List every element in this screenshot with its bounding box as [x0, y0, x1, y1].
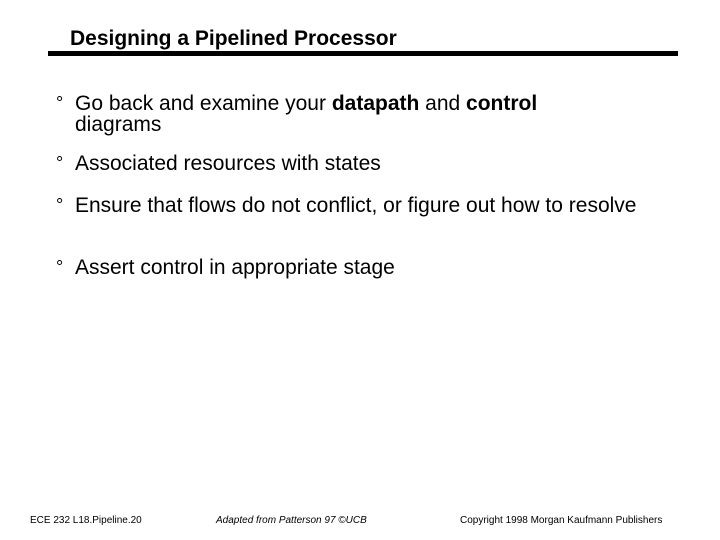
- bullet-text: [56, 93, 676, 135]
- bullet-item: [56, 195, 676, 216]
- bullet-marker: °: [56, 257, 64, 277]
- slide-title: Designing a Pipelined Processor: [70, 27, 397, 50]
- footer-copyright: Copyright 1998 Morgan Kaufmann Publishers: [460, 515, 663, 526]
- bullet-item: [56, 153, 676, 174]
- bullet-text-bold: control: [466, 92, 538, 115]
- footer-course-label: ECE 232 L18.Pipeline.20: [30, 515, 142, 526]
- bullet-marker: °: [56, 93, 64, 113]
- bullet-text: Assert control in appropriate stage: [75, 256, 395, 279]
- bullet-text-part: diagrams: [75, 113, 162, 136]
- title-underline: [48, 51, 678, 56]
- bullet-text-part: Go back and examine your: [75, 92, 332, 115]
- bullet-text-bold: datapath: [331, 92, 420, 115]
- bullet-text: Associated resources with states: [75, 152, 381, 175]
- bullet-item: [56, 93, 676, 135]
- bullet-item: [56, 257, 676, 278]
- bullet-marker: °: [56, 153, 64, 173]
- bullet-marker: °: [56, 195, 64, 215]
- footer-attribution: Adapted from Patterson 97 ©UCB: [216, 515, 367, 526]
- bullet-text-part: and: [419, 92, 467, 115]
- bullet-text: Ensure that flows do not conflict, or figure out how to resolve: [75, 194, 637, 217]
